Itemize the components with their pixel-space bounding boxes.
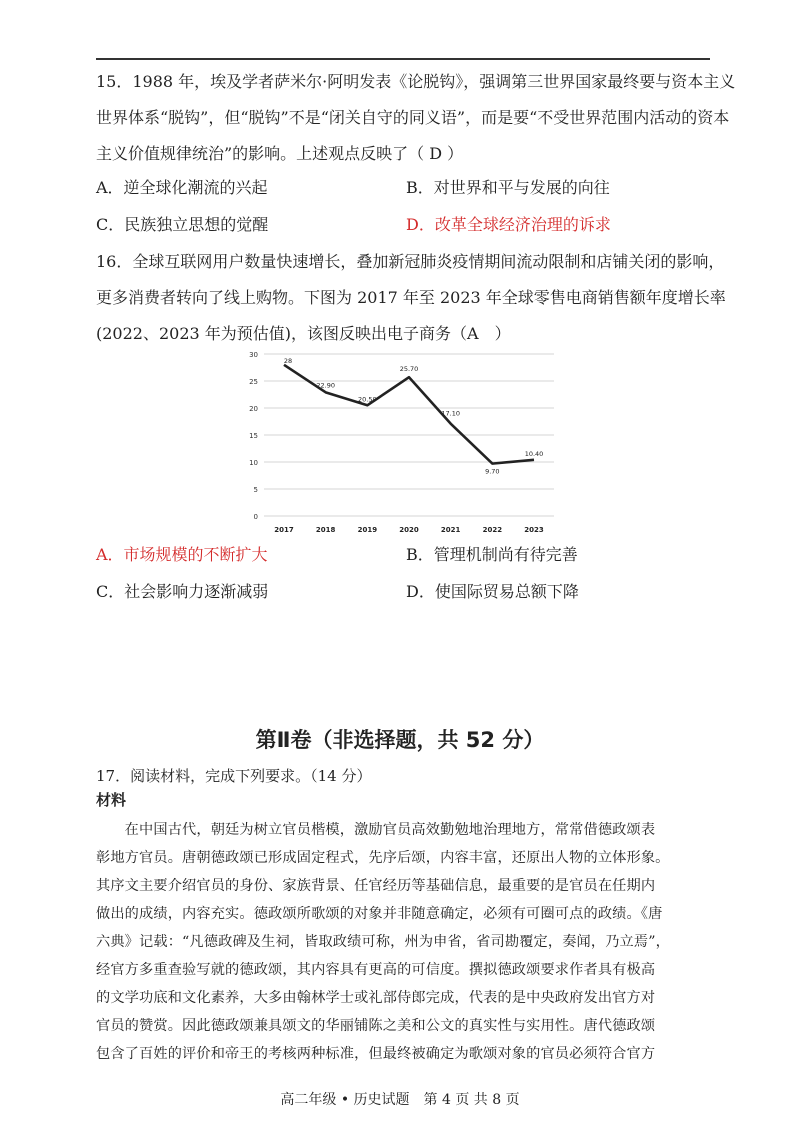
q15-option-a: A．逆全球化潮流的兴起 bbox=[96, 178, 268, 197]
q15-line-1: 15．1988 年，埃及学者萨米尔·阿明发表《论脱钩》，强调第三世界国家最终要与资本主义 bbox=[96, 72, 736, 91]
growth-rate-chart bbox=[236, 344, 566, 542]
q15-option-c: C．民族独立思想的觉醒 bbox=[96, 215, 269, 234]
q16-option-d: D．使国际贸易总额下降 bbox=[406, 582, 579, 601]
data-label: 10.40 bbox=[524, 449, 544, 458]
material-line: 经官方多重查验写就的德政颂，其内容具有更高的可信度。撰拟德政颂要求作者具有极高 bbox=[96, 962, 656, 978]
series-line bbox=[284, 365, 534, 464]
x-tick-label: 2022 bbox=[482, 526, 503, 534]
x-tick-label: 2017 bbox=[274, 526, 294, 534]
q15-option-b: B．对世界和平与发展的向往 bbox=[406, 178, 610, 197]
material-line: 其序文主要介绍官员的身份、家族背景、任官经历等基础信息，最重要的是官员在任期内 bbox=[96, 878, 656, 894]
material-line: 官员的赞赏。因此德政颂兼具颂文的华丽铺陈之美和公文的真实性与实用性。唐代德政颂 bbox=[96, 1018, 656, 1034]
q15-option-d-answer: D．改革全球经济治理的诉求 bbox=[406, 215, 611, 234]
data-label: 22.90 bbox=[316, 381, 335, 390]
y-tick-label: 5 bbox=[253, 486, 258, 494]
q16-line-3: (2022、2023 年为预估值)，该图反映出电子商务（A ） bbox=[96, 324, 511, 343]
q16-line-1: 16．全球互联网用户数量快速增长，叠加新冠肺炎疫情期间流动限制和店铺关闭的影响， bbox=[96, 252, 725, 271]
material-line: 六典》记载：“凡德政碑及生祠，皆取政绩可称，州为申省，省司勘覆定，奏闻，乃立焉”， bbox=[96, 934, 670, 950]
q15-line-3: 主义价值规律统治”的影响。上述观点反映了（ D ） bbox=[96, 144, 464, 163]
y-tick-label: 15 bbox=[249, 432, 258, 440]
q16-option-a-answer: A．市场规模的不断扩大 bbox=[96, 545, 268, 564]
x-tick-label: 2018 bbox=[315, 526, 336, 534]
y-tick-label: 0 bbox=[253, 513, 258, 521]
data-label: 28 bbox=[283, 356, 293, 365]
material-label: 材料 bbox=[96, 791, 127, 809]
material-line: 的文学功底和文化素养，大多由翰林学士或礼部侍郎完成，代表的是中央政府发出官方对 bbox=[96, 990, 656, 1006]
y-tick-label: 25 bbox=[249, 378, 258, 386]
data-label: 20.50 bbox=[358, 395, 377, 404]
material-line: 包含了百姓的评价和帝王的考核两种标准，但最终被确定为歌颂对象的官员必须符合官方 bbox=[96, 1046, 656, 1062]
y-tick-label: 10 bbox=[249, 459, 258, 467]
material-line: 彰地方官员。唐朝德政颂已形成固定程式，先序后颂，内容丰富，还原出人物的立体形象。 bbox=[96, 850, 670, 866]
y-tick-label: 30 bbox=[249, 351, 258, 359]
material-line: 在中国古代，朝廷为树立官员楷模，激励官员高效勤勉地治理地方，常常借德政颂表 bbox=[96, 822, 656, 838]
x-tick-label: 2019 bbox=[357, 526, 378, 534]
q16-option-c: C．社会影响力逐渐减弱 bbox=[96, 582, 269, 601]
section-title: 第Ⅱ卷（非选择题，共 52 分） bbox=[255, 728, 545, 752]
data-label: 25.70 bbox=[399, 365, 419, 374]
y-tick-label: 20 bbox=[249, 405, 258, 413]
top-rule bbox=[96, 58, 710, 60]
x-tick-label: 2021 bbox=[440, 526, 461, 534]
data-label: 17.10 bbox=[441, 409, 460, 418]
q17-intro: 17．阅读材料，完成下列要求。（14 分） bbox=[96, 767, 372, 785]
page-footer: 高二年级 • 历史试题 第 4 页 共 8 页 bbox=[280, 1092, 520, 1108]
line-chart-svg bbox=[236, 344, 566, 542]
data-label: 9.70 bbox=[485, 467, 500, 476]
q15-line-2: 世界体系“脱钩”，但“脱钩”不是“闭关自守的同义语”，而是要“不受世界范围内活动的资本 bbox=[96, 108, 730, 127]
material-line: 做出的成绩，内容充实。德政颂所歌颂的对象并非随意确定，必须有可圈可点的政绩。《唐 bbox=[96, 906, 663, 922]
x-tick-label: 2020 bbox=[399, 526, 419, 534]
q16-option-b: B．管理机制尚有待完善 bbox=[406, 545, 578, 564]
q16-line-2: 更多消费者转向了线上购物。下图为 2017 年至 2023 年全球零售电商销售额年度增长率 bbox=[96, 288, 726, 307]
x-tick-label: 2023 bbox=[524, 526, 544, 534]
